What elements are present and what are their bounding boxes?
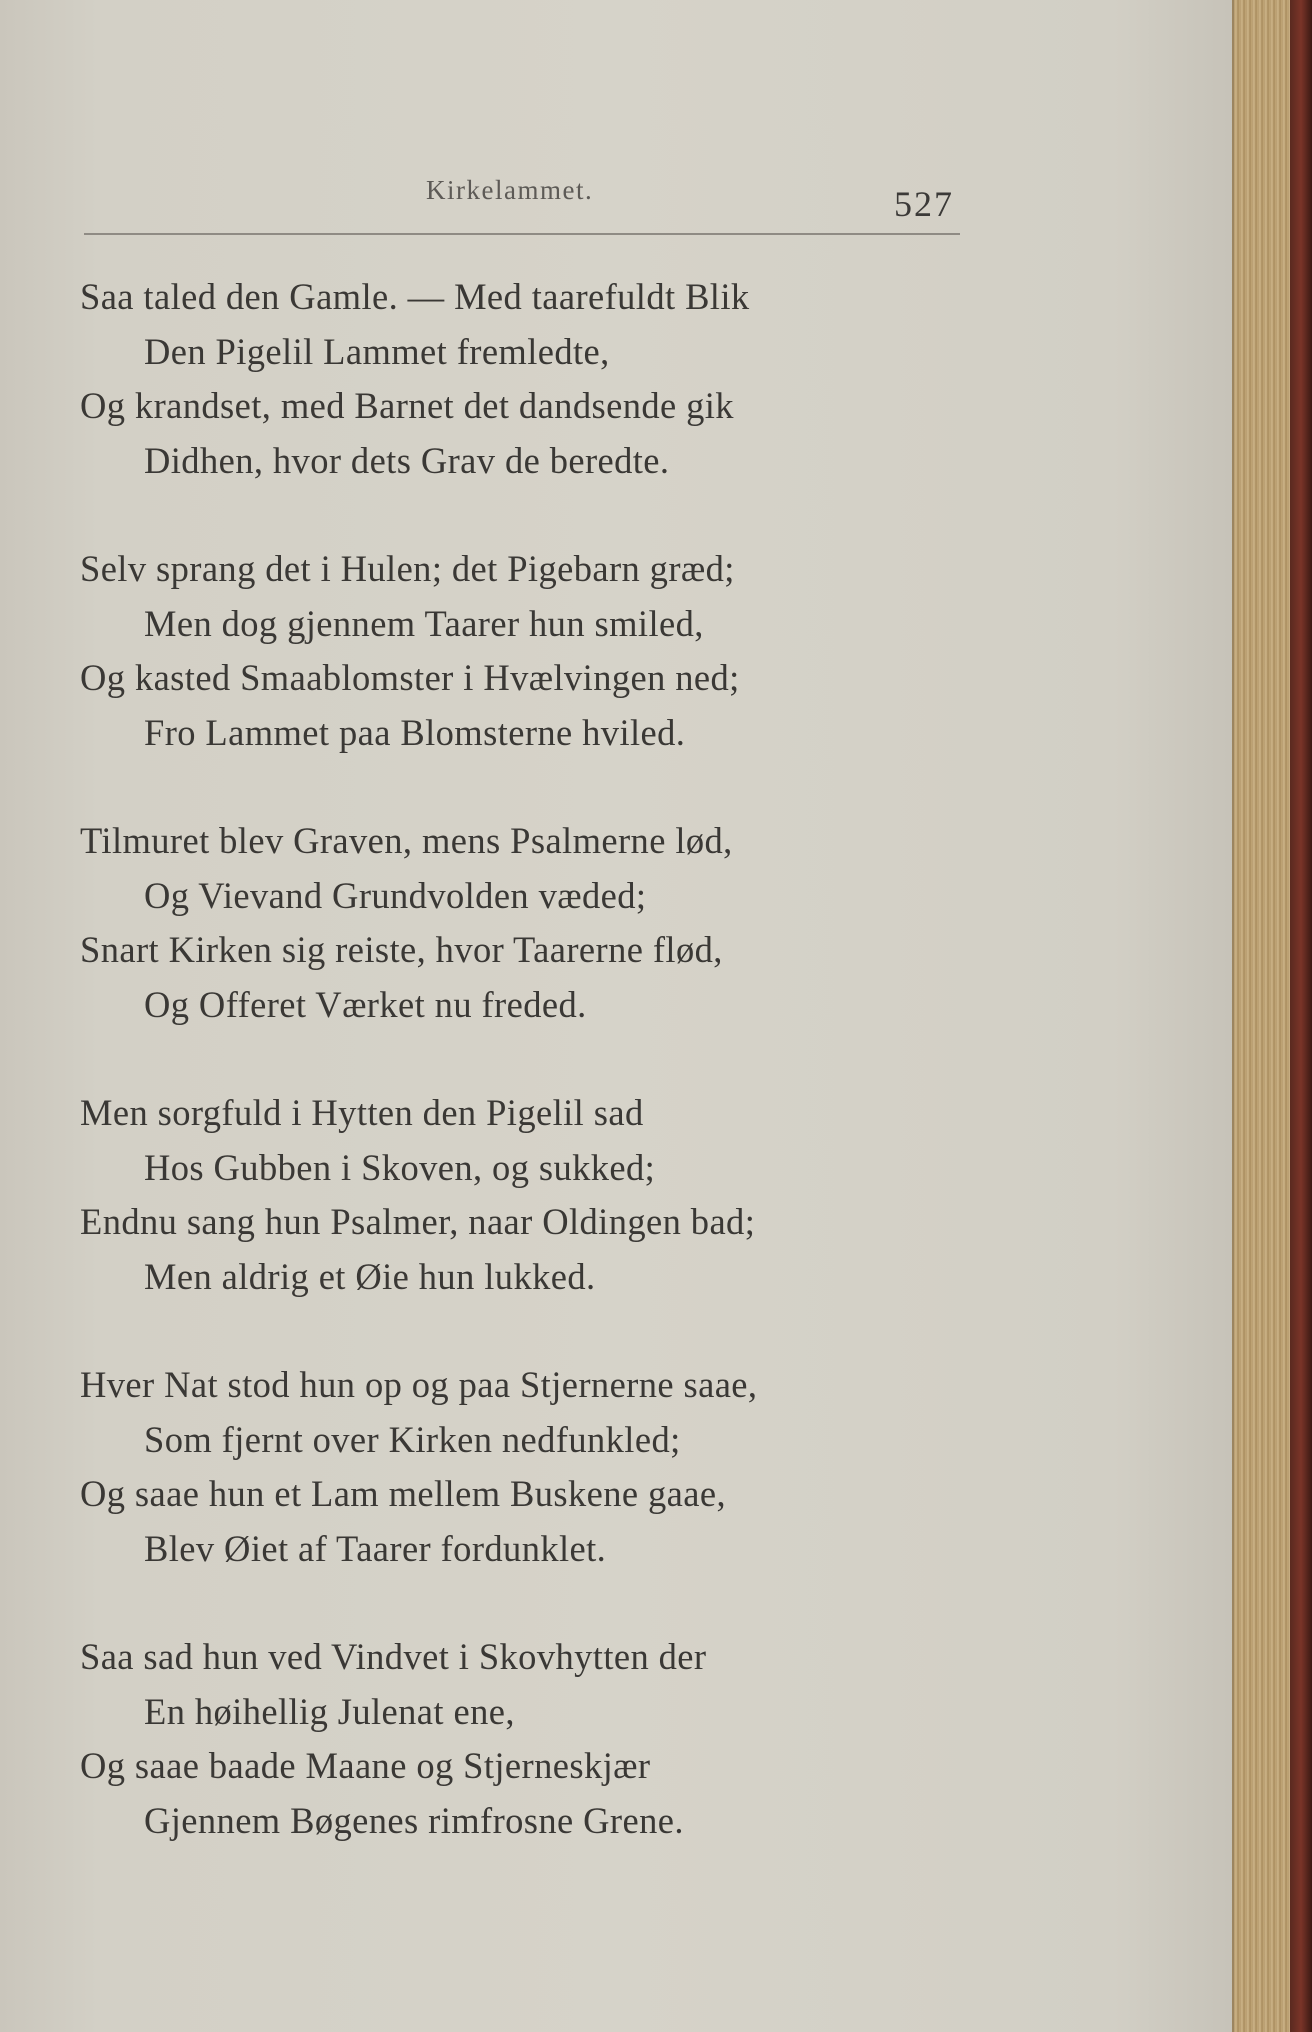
verse-line: Men aldrig et Øie hun lukked. bbox=[144, 1255, 596, 1297]
verse-line: Gjennem Bøgenes rimfrosne Grene. bbox=[144, 1799, 684, 1841]
verse-line: Fro Lammet paa Blomsterne hviled. bbox=[144, 711, 686, 753]
verse-line: Og krandset, med Barnet det dandsende gik bbox=[80, 385, 734, 426]
verse-line: Og kasted Smaablomster i Hvælvingen ned; bbox=[80, 657, 740, 698]
verse-line: Saa sad hun ved Vindvet i Skovhytten der bbox=[80, 1636, 707, 1677]
page-number: 527 bbox=[894, 184, 954, 224]
verse-line: Og saae baade Maane og Stjerneskjær bbox=[80, 1745, 651, 1786]
book-cover-edge bbox=[1290, 0, 1312, 2032]
verse-line: Den Pigelil Lammet fremledte, bbox=[144, 330, 610, 372]
poem-body bbox=[80, 270, 980, 1902]
page-block-edge bbox=[1232, 0, 1292, 2032]
verse-line: Selv sprang det i Hulen; det Pigebarn græd; bbox=[80, 548, 735, 589]
verse-line: Endnu sang hun Psalmer, naar Oldingen bad; bbox=[80, 1201, 756, 1242]
verse-line: Hver Nat stod hun op og paa Stjernerne saae, bbox=[80, 1364, 758, 1405]
verse-line: Som fjernt over Kirken nedfunkled; bbox=[144, 1418, 681, 1460]
verse-line: Og Vievand Grundvolden væded; bbox=[144, 874, 647, 916]
verse-line: En høihellig Julenat ene, bbox=[144, 1690, 515, 1732]
stanza-6 bbox=[80, 1630, 980, 1848]
stanza-4 bbox=[80, 1086, 980, 1304]
verse-line: Didhen, hvor dets Grav de beredte. bbox=[144, 439, 670, 481]
stanza-3 bbox=[80, 814, 980, 1032]
page-header bbox=[84, 165, 960, 235]
verse-line: Og Offeret Værket nu freded. bbox=[144, 983, 587, 1025]
stanza-1 bbox=[80, 270, 980, 488]
verse-line: Saa taled den Gamle. — Med taarefuldt Blik bbox=[80, 276, 750, 317]
verse-line: Hos Gubben i Skoven, og sukked; bbox=[144, 1146, 656, 1188]
verse-line: Og saae hun et Lam mellem Buskene gaae, bbox=[80, 1473, 727, 1514]
verse-line: Blev Øiet af Taarer fordunklet. bbox=[144, 1527, 607, 1569]
running-title: Kirkelammet. bbox=[426, 175, 594, 205]
verse-line: Tilmuret blev Graven, mens Psalmerne lød, bbox=[80, 820, 733, 861]
stanza-2 bbox=[80, 542, 980, 760]
stanza-5 bbox=[80, 1358, 980, 1576]
header-rule bbox=[84, 233, 960, 235]
verse-line: Snart Kirken sig reiste, hvor Taarerne flød, bbox=[80, 929, 723, 970]
verse-line: Men dog gjennem Taarer hun smiled, bbox=[144, 602, 704, 644]
verse-line: Men sorgfuld i Hytten den Pigelil sad bbox=[80, 1092, 644, 1133]
